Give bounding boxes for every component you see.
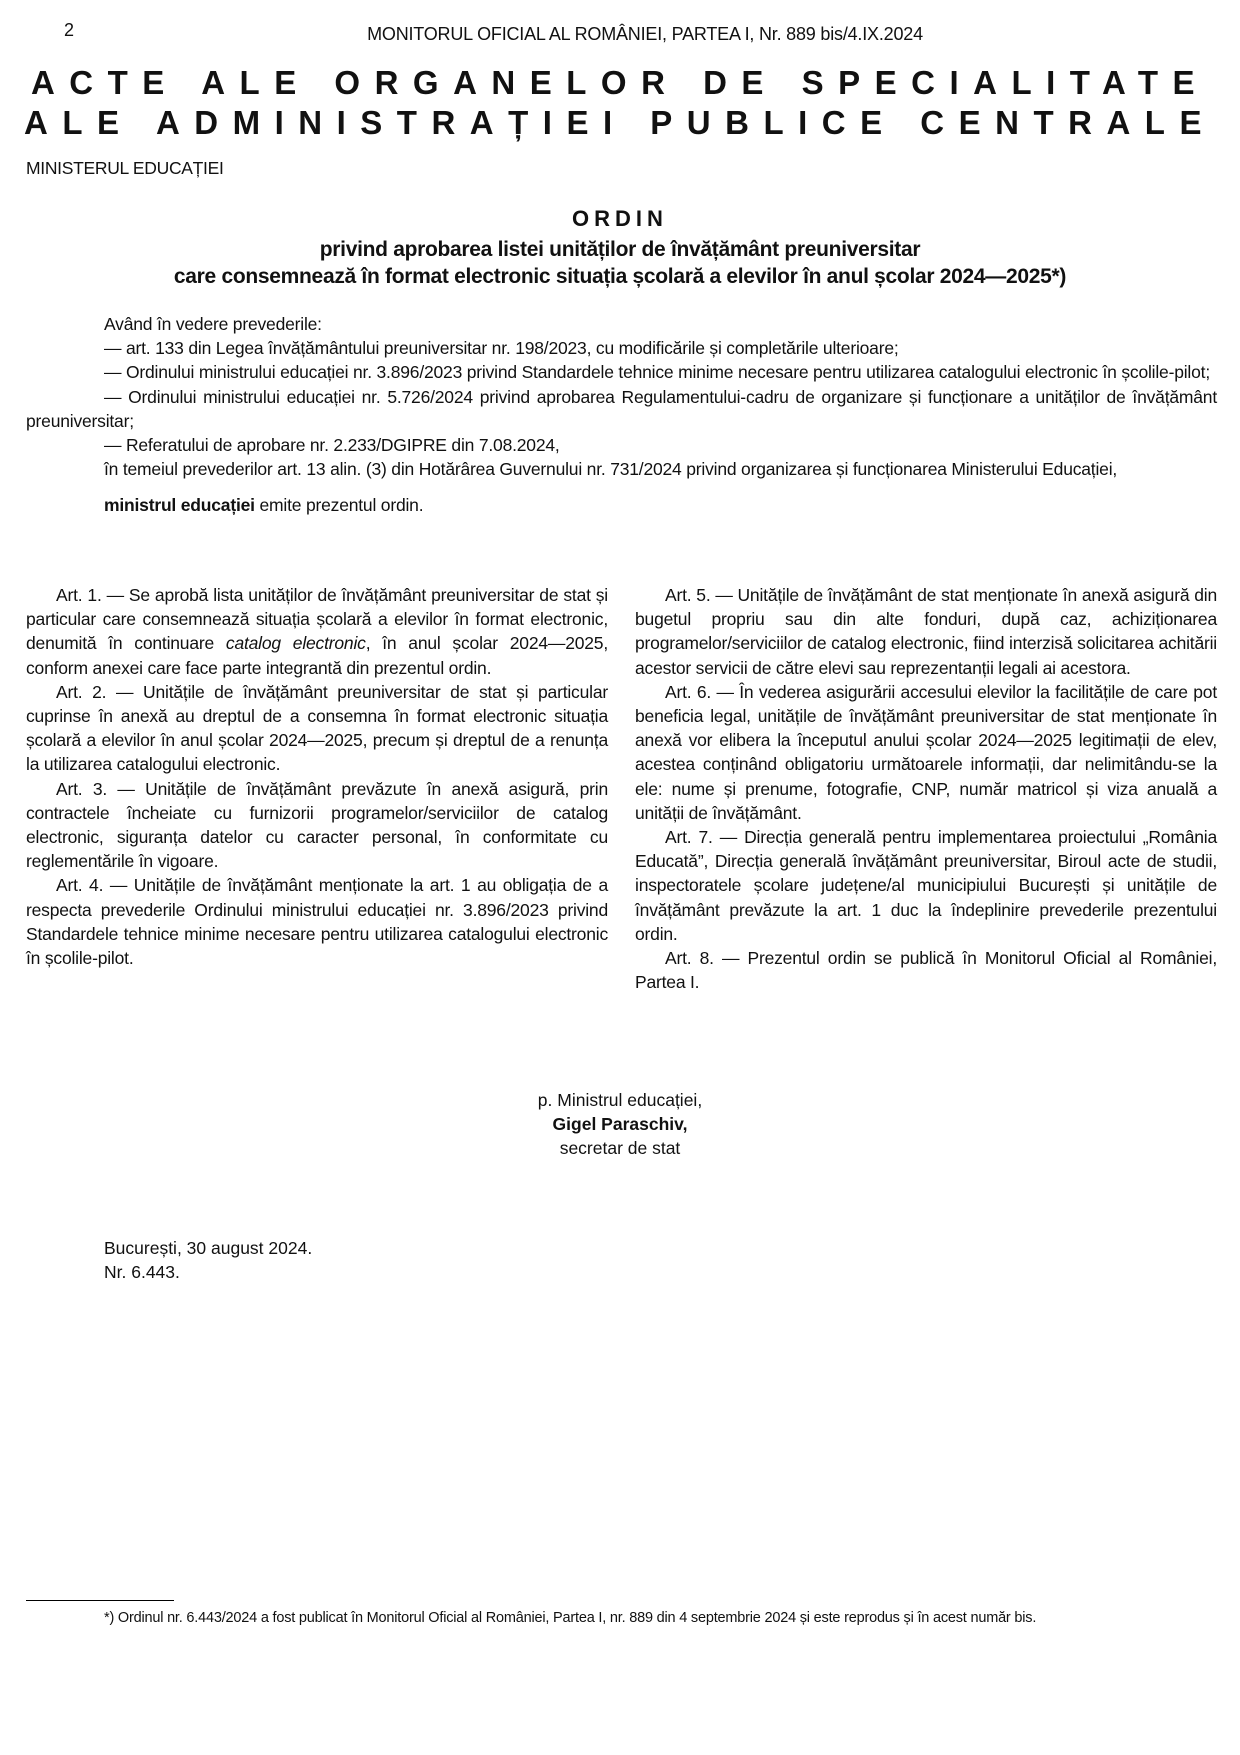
article-8: Art. 8. — Prezentul ordin se publică în Monitorul Oficial al României, Partea I.	[635, 948, 1217, 993]
article-1	[26, 583, 608, 680]
preamble-line: Având în vedere prevederile:	[104, 314, 322, 334]
enactment-bold: ministrul educației	[104, 495, 255, 516]
title-line-1: privind aprobarea listei unităților de învățământ preuniversitar	[319, 238, 921, 261]
title-line-2: care consemnează în format electronic situația școlară a elevilor în anul școlar 2024—2025*)	[173, 265, 1067, 288]
place-date-block	[104, 1236, 312, 1284]
signature-title: p. Ministrul educației,	[537, 1090, 703, 1110]
footnote: *) Ordinul nr. 6.443/2024 a fost publicat în Monitorul Oficial al României, Partea I, nr. 889 din 4 septembrie 2024 și este reprodus și în acest număr bis.	[104, 1610, 1037, 1626]
footnote-divider	[26, 1600, 174, 1601]
place-date: București, 30 august 2024.	[104, 1238, 313, 1258]
issuer: MINISTERUL EDUCAȚIEI	[26, 158, 224, 178]
article-2: Art. 2. — Unitățile de învățământ preuniversitar de stat și particular cuprinse în anexă au dreptul de a consemna în format electronic situația școlară a elevilor în anul școlar 2024—2025, precum și dreptul de a renunța la utilizarea catalogului electronic.	[26, 681, 608, 775]
order-number: Nr. 6.443.	[104, 1262, 180, 1282]
article-6: Art. 6. — În vederea asigurării accesului elevilor la facilitățile de care pot beneficia legal, unitățile de învățământ preuniversitar de stat menționate în anexă vor elibera la începutul anului școlar 2024—2025 legitimații de elev, acestea conținând obligatoriu următoarele informații, dar nelimitându-se la ele: nume și prenume, fotografie, CNP, număr matricol și viza anuală a unității de învățământ.	[635, 681, 1217, 823]
preamble-line: — Ordinului ministrului educației nr. 3.896/2023 privind Standardele tehnice minime necesare pentru utilizarea catalogului electronic în școlile-pilot;	[104, 362, 1210, 383]
running-header: MONITORUL OFICIAL AL ROMÂNIEI, PARTEA I, Nr. 889 bis/4.IX.2024	[367, 24, 923, 44]
article-5: Art. 5. — Unitățile de învățământ de stat menționate în anexă asigură din bugetul propriu sau din alte fonduri, după caz, achiziționarea programelor/serviciilor de catalog electronic, fiind interzisă solicitarea achitării acestor servicii de către elevi sau reprezentanții legali ai acestora.	[635, 585, 1217, 678]
section-title-line-2: ALE ADMINISTRAȚIEI PUBLICE CENTRALE	[24, 104, 1216, 141]
article-1-italic: catalog electronic	[225, 633, 366, 654]
articles	[26, 583, 1217, 994]
document-type: ORDIN	[572, 206, 668, 231]
preamble-line: în temeiul prevederilor art. 13 alin. (3) din Hotărârea Guvernului nr. 731/2024 privind organizarea și funcționarea Ministerului Educației,	[104, 459, 1118, 480]
article-4: Art. 4. — Unitățile de învățământ menționate la art. 1 au obligația de a respecta prevederile Ordinului ministrului educației nr. 3.896/2023 privind Standardele tehnice minime necesare pentru utilizarea catalogului electronic în școlile-pilot.	[26, 875, 608, 969]
right-column	[635, 583, 1217, 994]
preamble-line: — art. 133 din Legea învățământului preuniversitar nr. 198/2023, cu modificările și completările ulterioare;	[104, 338, 899, 359]
page-number: 2	[64, 20, 75, 40]
left-column	[26, 583, 608, 994]
signatory-name: Gigel Paraschiv,	[552, 1114, 688, 1134]
article-1-text-end: , în anul școlar 2024—2025, conform anexei care face parte integrantă din prezentul ordin.	[26, 633, 609, 678]
article-1-text: Art. 1. — Se aprobă lista unităților de învățământ preuniversitar de stat și particular care consemnează situația școlară a elevilor în format electronic, denumită în continuare	[26, 585, 608, 654]
signature-block	[440, 1088, 800, 1160]
enactment	[26, 493, 1217, 517]
section-title-line-1: ACTE ALE ORGANELOR DE SPECIALITATE	[30, 64, 1210, 101]
signatory-role: secretar de stat	[559, 1138, 681, 1158]
preamble-line: — Referatului de aprobare nr. 2.233/DGIPRE din 7.08.2024,	[104, 435, 560, 456]
preamble	[26, 312, 1217, 518]
preamble-line: — Ordinului ministrului educației nr. 5.726/2024 privind aprobarea Regulamentului-cadru de organizare și funcționare a unităților de învățământ preuniversitar;	[26, 386, 1217, 431]
article-3: Art. 3. — Unitățile de învățământ prevăzute în anexă asigură, prin contractele încheiate cu furnizorii programelor/serviciilor de catalog electronic, siguranța datelor cu caracter personal, în conformitate cu reglementările în vigoare.	[26, 778, 608, 872]
article-7: Art. 7. — Direcția generală pentru implementarea proiectului „România Educată”, Direcția generală învățământ preuniversitar, Biroul acte de studii, inspectoratele școlare județene/al municipiului București și unitățile de învățământ prevăzute la art. 1 duc la îndeplinire prevederile prezentului ordin.	[635, 827, 1217, 944]
enactment-rest: emite prezentul ordin.	[254, 495, 424, 516]
